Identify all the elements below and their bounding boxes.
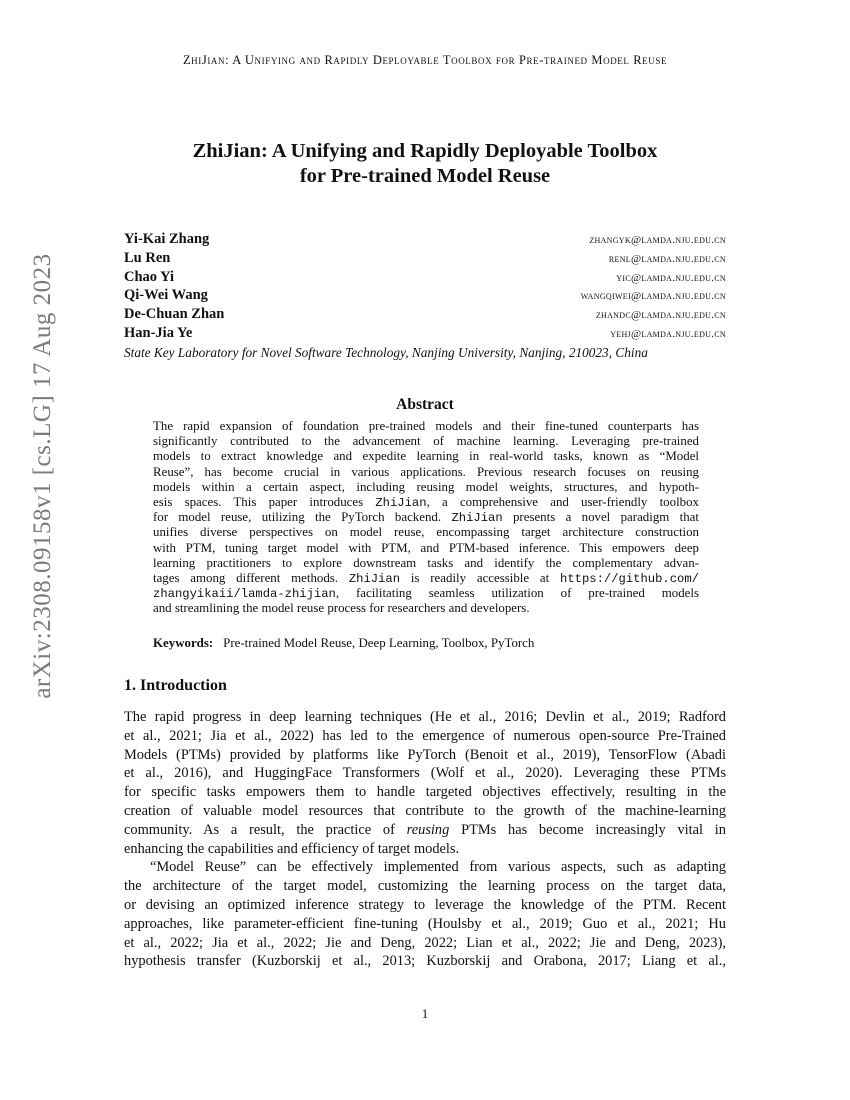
body-line: The rapid progress in deep learning techniques (He et al., 2016; Devlin et al., 2019; Radford <box>124 709 726 725</box>
abstract-line: and streamlining the model reuse process for researchers and developers. <box>153 601 530 616</box>
keywords <box>153 636 534 651</box>
abstract-heading: Abstract <box>396 396 454 413</box>
abstract-text: esis spaces. This paper introduces <box>153 494 364 509</box>
author-name: Chao Yi <box>124 268 175 285</box>
body-line: et al., 2021; Jia et al., 2022) has led to the emergence of numerous open-source Pre-Trained <box>124 727 726 744</box>
author-name: Han-Jia Ye <box>124 324 193 341</box>
abstract-line <box>153 510 699 525</box>
abstract-text: , a comprehensive and user-friendly toolbox <box>426 494 699 509</box>
abstract-line: learning practitioners to explore downstream tasks and identify the complementary advan- <box>153 555 699 570</box>
body-line: enhancing the capabilities and efficiency of target models. <box>124 840 460 857</box>
body-line: Models (PTMs) provided by platforms like PyTorch (Benoit et al., 2019), TensorFlow (Abadi <box>124 746 726 763</box>
body-line: hypothesis transfer (Kuzborskij et al., 2013; Kuzborskij and Orabona, 2017; Liang et al., <box>124 953 726 970</box>
github-url-link[interactable]: https://github.com/ <box>560 571 699 586</box>
author-email: yic@lamda.nju.edu.cn <box>616 271 726 284</box>
abstract-text: tages among different methods. <box>153 570 339 585</box>
abstract-line: unifies diverse perspectives on model reuse, encompassing target architecture construction <box>153 525 699 540</box>
body-text: community. As a result, the practice of <box>124 821 395 838</box>
abstract-line: with PTM, tuning target model with PTM, and PTM-based inference. This empowers deep <box>153 540 699 555</box>
author-row <box>124 287 726 306</box>
body-line: creation of valuable model resources that contribute to the growth of the machine-learning <box>124 802 726 819</box>
section-heading-introduction: 1. Introduction <box>124 677 227 694</box>
title-line-1: ZhiJian: A Unifying and Rapidly Deployable Toolbox <box>192 140 658 162</box>
author-email: zhangyk@lamda.nju.edu.cn <box>589 234 726 246</box>
abstract-text: for model reuse, utilizing the PyTorch backend. <box>153 510 442 525</box>
body-line: “Model Reuse” can be effectively implemented from various aspects, such as adapting <box>150 859 726 876</box>
abstract-text: , facilitating seamless utilization of pre-trained models <box>335 586 699 601</box>
abstract-line <box>153 586 699 601</box>
author-name: Yi-Kai Zhang <box>124 231 210 247</box>
author-email: wangqiwei@lamda.nju.edu.cn <box>580 290 726 303</box>
author-name: De-Chuan Zhan <box>124 306 225 323</box>
abstract-line: models to extract knowledge and expedite learning in real-world tasks, known as “Model <box>153 449 699 464</box>
author-name: Lu Ren <box>124 249 171 266</box>
body-line: et al., 2022; Jia et al., 2022; Jie and Deng, 2022; Lian et al., 2022; Jie and Deng, 2023), <box>124 934 726 951</box>
abstract-text: presents a novel paradigm that <box>512 510 699 525</box>
author-row <box>124 306 726 325</box>
affiliation: State Key Laboratory for Novel Software Technology, Nanjing University, Nanjing, 210023, China <box>124 345 648 360</box>
paper-title <box>0 139 850 189</box>
body-line: for specific tasks empowers them to handle targeted objectives effectively, resulting in the <box>124 784 726 801</box>
author-name: Qi-Wei Wang <box>124 287 208 304</box>
author-row <box>124 269 726 288</box>
author-email: zhandc@lamda.nju.edu.cn <box>595 309 726 322</box>
title-line-2: for Pre-trained Model Reuse <box>299 165 551 187</box>
abstract-text: is readily accessible at <box>410 570 550 585</box>
author-email: renl@lamda.nju.edu.cn <box>608 252 726 265</box>
body-line: approaches, like parameter-efficient fine-tuning (Houlsby et al., 2019; Guo et al., 2021; Hu <box>124 915 726 932</box>
abstract-line: The rapid expansion of foundation pre-trained models and their fine-tuned counterparts has <box>153 419 699 433</box>
keywords-label: Keywords: <box>153 636 214 650</box>
body-line: the architecture of the target model, customizing the learning process on the target data, <box>124 878 726 895</box>
author-email: yehj@lamda.nju.edu.cn <box>610 327 726 340</box>
body-line: et al., 2016), and HuggingFace Transformers (Wolf et al., 2020). Leveraging these PTMs <box>124 765 726 782</box>
github-url-link[interactable]: zhangyikaii/lamda-zhijian <box>153 587 336 602</box>
page-number: 1 <box>421 1006 429 1021</box>
toolbox-name-code: ZhiJian <box>348 571 401 586</box>
arxiv-identifier-stamp: arXiv:2308.09158v1 [cs.LG] 17 Aug 2023 <box>29 253 56 699</box>
abstract-line <box>153 571 699 586</box>
abstract-line: significantly contributed to the advancement of machine learning. Leveraging pre-trained <box>153 434 699 449</box>
author-list <box>124 231 726 344</box>
running-header: ZhiJian: A Unifying and Rapidly Deployable Toolbox for Pre-trained Model Reuse <box>182 53 668 67</box>
emphasis-reusing: reusing <box>406 821 450 838</box>
abstract-body <box>153 419 699 616</box>
abstract-line: models within a certain aspect, including reusing model weights, structures, and hypoth- <box>153 479 699 494</box>
author-row <box>124 250 726 269</box>
body-text: PTMs has become increasingly vital in <box>461 821 726 838</box>
abstract-line <box>153 495 699 510</box>
toolbox-name-code: ZhiJian <box>375 495 427 510</box>
abstract-line: Reuse”, has become crucial in various applications. Previous research focuses on reusing <box>153 464 699 479</box>
keywords-value: Pre-trained Model Reuse, Deep Learning, Toolbox, PyTorch <box>223 636 535 650</box>
toolbox-name-code: ZhiJian <box>451 511 503 526</box>
author-row <box>124 325 726 344</box>
author-row <box>124 231 726 250</box>
introduction-body <box>124 708 726 971</box>
body-line <box>124 821 726 840</box>
body-line: or devising an optimized inference strategy to leverage the knowledge of the PTM. Recent <box>124 896 726 913</box>
